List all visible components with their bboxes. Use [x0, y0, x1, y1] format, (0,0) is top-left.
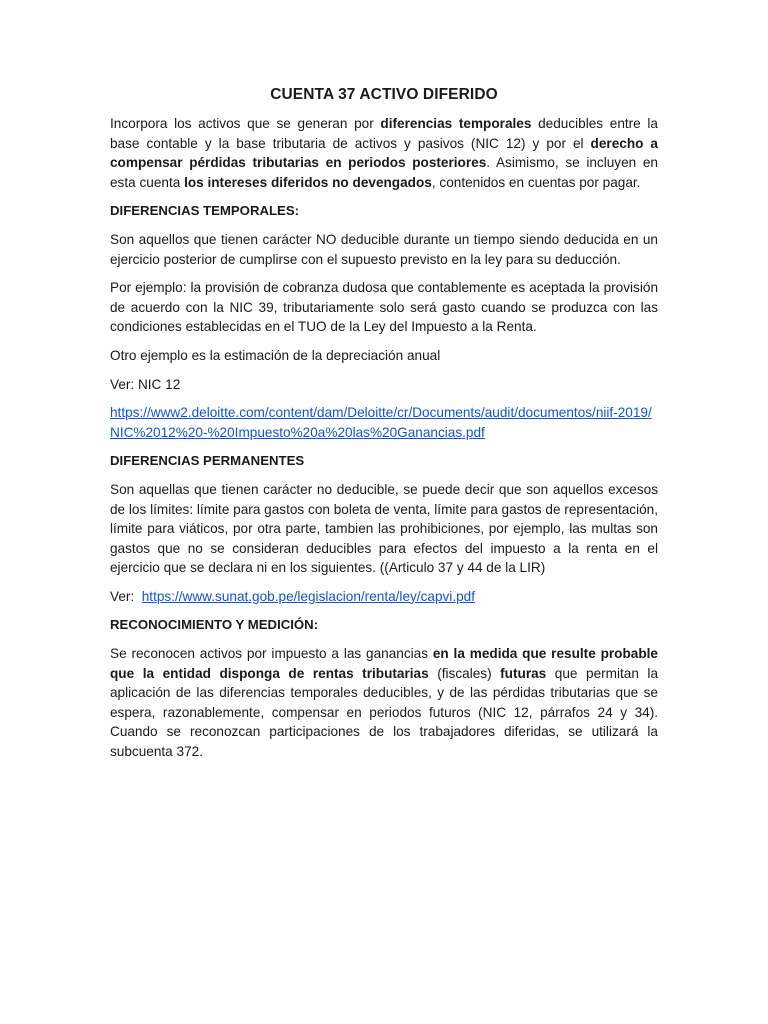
temporales-heading: DIFERENCIAS TEMPORALES: — [110, 203, 300, 219]
reconocimiento-text-1: Se reconocen activos por impuesto a las ganancias — [110, 646, 433, 662]
intro-bold-2: derecho a compensar pérdidas tributarias en periodos posteriores — [110, 135, 658, 171]
temporales-link-paragraph — [110, 403, 658, 442]
reconocimiento-heading: RECONOCIMIENTO Y MEDICIÓN: — [110, 617, 319, 633]
intro-text-1: Incorpora los activos que se generan por — [110, 116, 381, 131]
deloitte-link[interactable]: https://www2.deloitte.com/content/dam/Deloitte/cr/Documents/audit/documentos/niif-2019/NIC%2012%20-%20Impuesto%20a%20las%20Ganancias.pdf — [110, 405, 652, 440]
intro-bold-1: diferencias temporales — [380, 116, 532, 131]
document-title: CUENTA 37 ACTIVO DIFERIDO — [270, 86, 498, 103]
reconocimiento-text-2: (fiscales) — [428, 665, 501, 681]
document-page — [110, 86, 658, 771]
reconocimiento-bold-1: en la medida que resulte probable que la entidad disponga de rentas tributarias — [110, 646, 658, 681]
sunat-link[interactable]: https://www.sunat.gob.pe/legislacion/renta/ley/capvi.pdf — [141, 588, 475, 604]
intro-text-2: deducibles entre la base contable y la base tributaria de activos y pasivos (NIC 12) y por el — [110, 116, 658, 151]
permanentes-ver — [110, 587, 658, 607]
permanentes-heading: DIFERENCIAS PERMANENTES — [110, 453, 305, 469]
temporales-ver: Ver: NIC 12 — [110, 376, 181, 392]
permanentes-paragraph: Son aquellas que tienen carácter no deducible, se puede decir que son aquellos excesos de los límites: límite para gastos con boleta de venta, límite para gastos de representación, límite para viáticos, por otra parte, tambien las prohibiciones, por ejemplo, las multas son gastos que no se consideran deducibles para efectos del impuesto a la renta en el ejercicio que se declara ni en los siguientes. ((Articulo 37 y 44 de la LIR) — [110, 481, 658, 576]
intro-bold-3: los intereses diferidos no devengados — [184, 174, 432, 190]
temporales-paragraph-2: Por ejemplo: la provisión de cobranza dudosa que contablemente es aceptada la provisión de acuerdo con la NIC 39, tributariamente solo será gasto cuando se produzca con las condiciones establecidas en el TUO de la Ley del Impuesto a la Renta. — [110, 280, 658, 335]
reconocimiento-paragraph — [110, 644, 658, 762]
intro-paragraph — [110, 114, 658, 192]
reconocimiento-bold-2: futuras — [500, 665, 547, 681]
temporales-paragraph-3: Otro ejemplo es la estimación de la depreciación anual — [110, 347, 441, 363]
intro-text-4: , contenidos en cuentas por pagar. — [431, 174, 641, 190]
temporales-paragraph-1: Son aquellos que tienen carácter NO deducible durante un tiempo siendo deducida en un ejercicio posterior de cumplirse con el supuesto previsto en la ley para su deducción. — [110, 231, 658, 267]
reconocimiento-text-3: que permitan la aplicación de las diferencias temporales deducibles, y de las pérdidas tributarias que se espera, razonablemente, compensar en periodos futuros (NIC 12, párrafos 24 y 34). Cuando se reconozcan participaciones de los trabajadores diferidas, se utilizará la subcuenta 372. — [110, 665, 659, 760]
intro-text-3: . Asimismo, se incluyen en esta cuenta — [110, 155, 658, 190]
permanentes-ver-label: Ver: — [110, 588, 135, 604]
